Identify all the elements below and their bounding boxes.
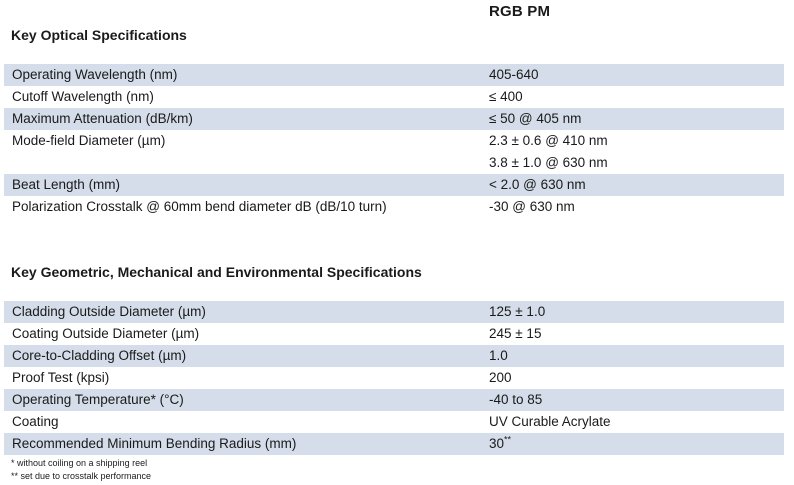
spec-value-line-2: 3.8 ± 1.0 @ 630 nm xyxy=(489,155,608,170)
spec-value: 245 ± 15 xyxy=(489,326,542,341)
spec-row-cladding-diameter xyxy=(4,301,784,323)
column-header-rgb-pm: RGB PM xyxy=(489,3,551,20)
footnotes xyxy=(11,457,151,483)
footnote-2: ** set due to crosstalk performance xyxy=(11,471,152,481)
geometric-specs-table xyxy=(4,301,784,455)
spec-value: 125 ± 1.0 xyxy=(489,304,546,319)
spec-label: Operating Wavelength (nm) xyxy=(12,67,178,82)
spec-value: 1.0 xyxy=(489,348,508,363)
spec-value: 405-640 xyxy=(489,67,539,82)
spec-row-coating xyxy=(4,411,784,433)
spec-label: Beat Length (mm) xyxy=(12,177,121,192)
spec-label: Mode-field Diameter (µm) xyxy=(12,133,166,148)
spec-label: Maximum Attenuation (dB/km) xyxy=(12,111,193,126)
spec-row-max-attenuation xyxy=(4,108,784,130)
spec-row-mode-field-diameter xyxy=(4,130,784,174)
footnote-1: * without coiling on a shipping reel xyxy=(11,458,148,468)
spec-row-polarization-crosstalk xyxy=(4,196,784,218)
spec-label: Coating Outside Diameter (µm) xyxy=(12,326,200,341)
spec-row-cutoff-wavelength xyxy=(4,86,784,108)
spec-label: Core-to-Cladding Offset (µm) xyxy=(12,348,187,363)
spec-value: 200 xyxy=(489,370,512,385)
spec-row-min-bending-radius xyxy=(4,433,784,455)
spec-label: Proof Test (kpsi) xyxy=(12,370,110,385)
spec-label: Coating xyxy=(12,414,59,429)
spec-value: -40 to 85 xyxy=(489,392,543,407)
geometric-specs-title: Key Geometric, Mechanical and Environmental Specifications xyxy=(11,264,422,280)
spec-value: ≤ 50 @ 405 nm xyxy=(489,111,582,126)
optical-specs-title: Key Optical Specifications xyxy=(11,27,187,43)
optical-specs-table xyxy=(4,64,784,218)
spec-value: ≤ 400 xyxy=(489,89,523,104)
spec-value: -30 @ 630 nm xyxy=(489,199,575,214)
spec-value: UV Curable Acrylate xyxy=(489,414,611,429)
spec-value xyxy=(489,433,511,455)
spec-row-beat-length xyxy=(4,174,784,196)
spec-label: Polarization Crosstalk @ 60mm bend diameter dB (dB/10 turn) xyxy=(12,199,387,214)
spec-row-operating-temperature xyxy=(4,389,784,411)
spec-label: Operating Temperature* (°C) xyxy=(12,392,184,407)
spec-row-coating-diameter xyxy=(4,323,784,345)
spec-value xyxy=(489,130,608,174)
spec-row-core-cladding-offset xyxy=(4,345,784,367)
spec-row-proof-test xyxy=(4,367,784,389)
spec-value-main: 30 xyxy=(489,436,505,451)
spec-row-operating-wavelength xyxy=(4,64,784,86)
spec-label: Cutoff Wavelength (nm) xyxy=(12,89,154,104)
spec-value-line-1: 2.3 ± 0.6 @ 410 nm xyxy=(489,133,608,148)
spec-value: < 2.0 @ 630 nm xyxy=(489,177,586,192)
spec-label: Cladding Outside Diameter (µm) xyxy=(12,304,206,319)
spec-label: Recommended Minimum Bending Radius (mm) xyxy=(12,436,297,451)
spec-value-footnote-mark: ** xyxy=(504,434,512,445)
